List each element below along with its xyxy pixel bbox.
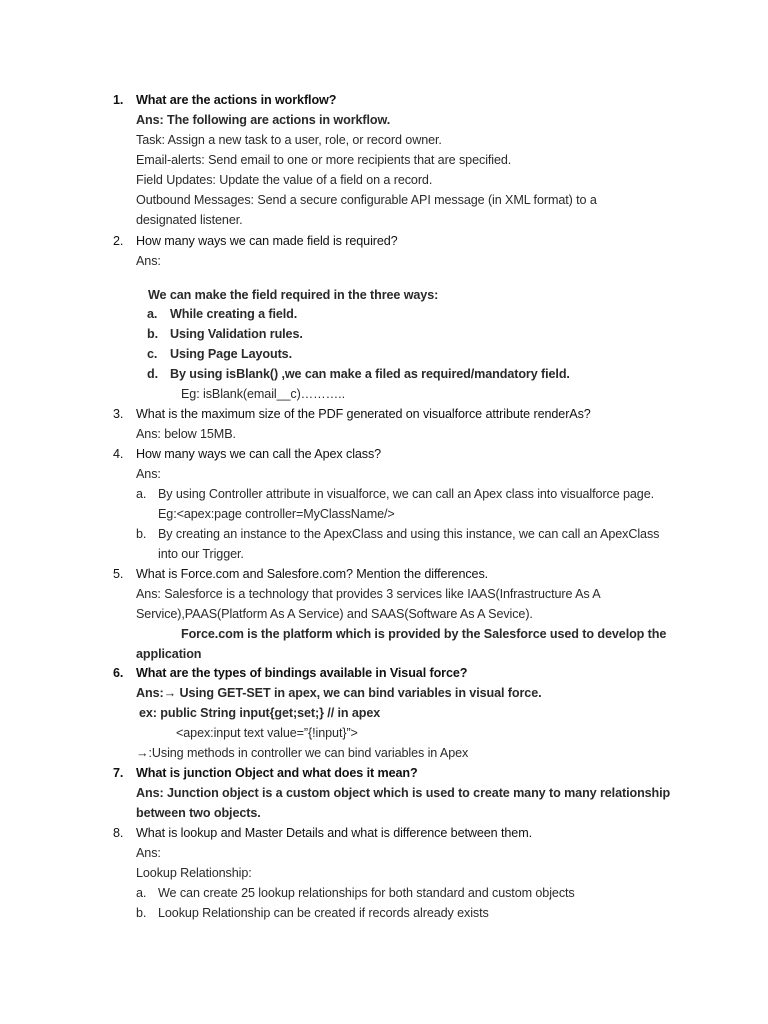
q3-number: 3. bbox=[113, 407, 124, 421]
q8-subhead: Lookup Relationship: bbox=[136, 866, 252, 880]
q2-item-text: Using Page Layouts. bbox=[170, 347, 292, 361]
q4-number: 4. bbox=[113, 447, 124, 461]
q6-number: 6. bbox=[113, 666, 124, 680]
q8-item-marker: b. bbox=[136, 906, 147, 920]
q2-answer-lead: Ans: bbox=[136, 254, 161, 268]
q2-item-marker: a. bbox=[147, 307, 158, 321]
q4-item-text: Eg:<apex:page controller=MyClassName/> bbox=[158, 507, 395, 521]
q3-question: What is the maximum size of the PDF generated on visualforce attribute renderAs? bbox=[136, 407, 591, 421]
q1-question: What are the actions in workflow? bbox=[136, 93, 337, 107]
q8-item-marker: a. bbox=[136, 886, 147, 900]
q1-number: 1. bbox=[113, 93, 124, 107]
q4-answer-lead: Ans: bbox=[136, 467, 161, 481]
q2-item-marker: b. bbox=[147, 327, 158, 341]
q3-answer: Ans: below 15MB. bbox=[136, 427, 236, 441]
q8-item-text: We can create 25 lookup relationships for both standard and custom objects bbox=[158, 886, 575, 900]
q4-item-marker: a. bbox=[136, 487, 147, 501]
q2-intro: We can make the field required in the three ways: bbox=[148, 288, 439, 302]
q5-answer-line: Service),PAAS(Platform As A Service) and SAAS(Software As A Sevice). bbox=[136, 607, 533, 621]
q1-answer-line: Field Updates: Update the value of a field on a record. bbox=[136, 173, 433, 187]
q6-code: <apex:input text value=”{!input}”> bbox=[176, 726, 358, 740]
q4-item-text: By creating an instance to the ApexClass and using this instance, we can call an ApexClass bbox=[158, 527, 660, 541]
q7-answer-line: Ans: Junction object is a custom object which is used to create many to many relationship bbox=[136, 786, 671, 800]
q1-answer-line: Email-alerts: Send email to one or more recipients that are specified. bbox=[136, 153, 512, 167]
q2-item-marker: d. bbox=[147, 367, 158, 381]
q7-answer-line: between two objects. bbox=[136, 806, 261, 820]
q7-question: What is junction Object and what does it mean? bbox=[136, 766, 418, 780]
q1-answer-lead: Ans: The following are actions in workflow. bbox=[136, 113, 391, 127]
q5-number: 5. bbox=[113, 567, 124, 581]
q1-answer-line: Outbound Messages: Send a secure configurable API message (in XML format) to a bbox=[136, 193, 597, 207]
q5-question: What is Force.com and Salesfore.com? Mention the differences. bbox=[136, 567, 489, 581]
q7-number: 7. bbox=[113, 766, 124, 780]
q8-item-text: Lookup Relationship can be created if records already exists bbox=[158, 906, 489, 920]
q6-example: ex: public String input{get;set;} // in apex bbox=[139, 706, 381, 720]
q2-item-marker: c. bbox=[147, 347, 158, 361]
q6-question: What are the types of bindings available in Visual force? bbox=[136, 666, 468, 680]
q6-answer-lead: Ans:→ Using GET-SET in apex, we can bind variables in visual force. bbox=[136, 686, 542, 700]
q1-answer-line: Task: Assign a new task to a user, role, or record owner. bbox=[136, 133, 442, 147]
q1-answer-line: designated listener. bbox=[136, 213, 243, 227]
q5-force-line: Force.com is the platform which is provided by the Salesforce used to develop the bbox=[181, 627, 667, 641]
q2-item-text: While creating a field. bbox=[170, 307, 298, 321]
q4-item-marker: b. bbox=[136, 527, 147, 541]
q5-force-line: application bbox=[136, 647, 202, 661]
q6-methods: →:Using methods in controller we can bind variables in Apex bbox=[136, 746, 469, 760]
q5-answer-line: Ans: Salesforce is a technology that provides 3 services like IAAS(Infrastructure As A bbox=[136, 587, 601, 601]
q2-example: Eg: isBlank(email__c)……….. bbox=[181, 387, 345, 401]
q8-answer-lead: Ans: bbox=[136, 846, 161, 860]
q2-item-text: Using Validation rules. bbox=[170, 327, 303, 341]
q4-question: How many ways we can call the Apex class? bbox=[136, 447, 382, 461]
q2-question: How many ways we can made field is required? bbox=[136, 234, 398, 248]
q8-number: 8. bbox=[113, 826, 124, 840]
q4-item-text: into our Trigger. bbox=[158, 547, 244, 561]
q2-number: 2. bbox=[113, 234, 124, 248]
q8-question: What is lookup and Master Details and what is difference between them. bbox=[136, 826, 532, 840]
q4-item-text: By using Controller attribute in visualforce, we can call an Apex class into visualforce page. bbox=[158, 487, 655, 501]
q2-item-text: By using isBlank() ,we can make a filed as required/mandatory field. bbox=[170, 367, 570, 381]
